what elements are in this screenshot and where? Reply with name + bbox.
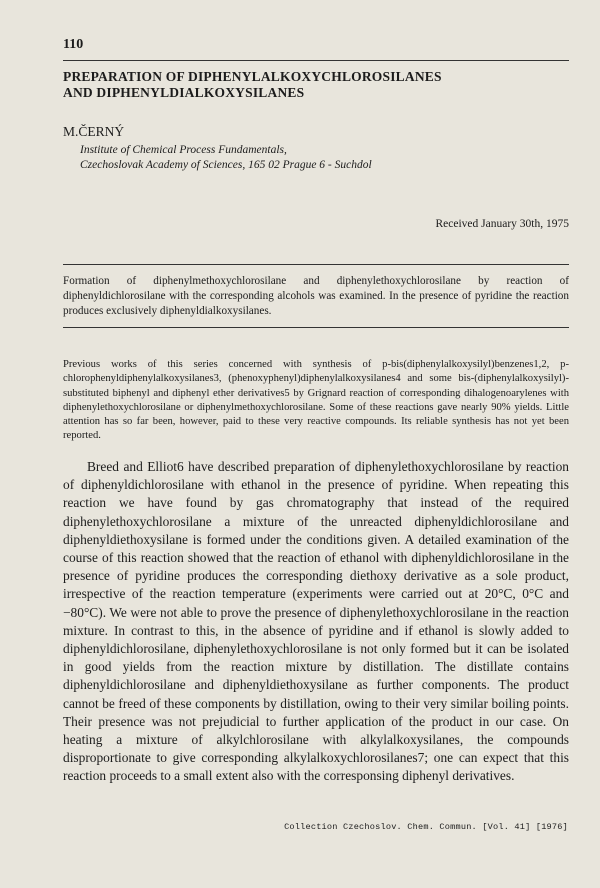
abstract: Formation of diphenylmethoxychlorosilane and diphenylethoxychlorosilane by reaction of diphenyldichlorosilane with the corresponding alcohols was examined. In the presence of pyridine the reaction produces exclusively diphenyldialkoxysilanes. [63, 275, 569, 317]
affiliation-line-1: Institute of Chemical Process Fundamentals, [80, 144, 287, 156]
journal-footer: Collection Czechoslov. Chem. Commun. [Vol. 41] [1976] [284, 822, 568, 832]
header-rule [63, 60, 569, 61]
title-line-2: AND DIPHENYLDIALKOXYSILANES [63, 85, 305, 100]
article-title [63, 69, 563, 101]
body-paragraph: Breed and Elliot6 have described preparation of diphenylethoxychlorosilane by reaction of diphenyldichlorosilane with ethanol in the presence of pyridine. When repeating this reaction we have found by gas chromatography that instead of the required diphenylethoxychlorosilane a mixture of the unreacted diphenyldichlorosilane and diphenyldiethoxysilane is formed under the conditions given. A detailed examination of the course of this reaction showed that the reaction of ethanol with diphenyldichlorosilane in the presence of pyridine produces the corresponding diethoxy derivative as a sole product, irrespective of the reaction temperature (experiments were carried out at 20°C, 0°C and −80°C). We were not able to prove the presence of diphenylethoxychlorosilane in the reaction mixture. In contrast to this, in the absence of pyridine and if ethanol is slowly added to diphenyldichlorosilane, diphenylethoxychlorosilane is not only formed but it can be isolated in good yields from the reaction mixture by distillation. The distillate contains diphenyldichlorosilane and diphenyldiethoxysilane as further components. The product cannot be freed of these components by distillation, owing to their very similar boiling points. Their presence was not prejudicial to further application of the product in our case. On heating a mixture of alkylchlorosilane with alkylalkoxysilanes, the compounds disproportionate to give corresponding alkylalkoxychlorosilanes7; one can expect that this reaction proceeds to a small extent also with the corresponsing diphenyl derivatives. [63, 459, 569, 784]
affiliation [80, 143, 372, 173]
affiliation-line-2: Czechoslovak Academy of Sciences, 165 02 Prague 6 - Suchdol [80, 159, 372, 171]
author: M.ČERNÝ [63, 124, 125, 139]
title-line-1: PREPARATION OF DIPHENYLALKOXYCHLOROSILANES [63, 69, 442, 84]
introduction-paragraph: Previous works of this series concerned with synthesis of p-bis(diphenylalkoxysilyl)benzenes1,2, p-chlorophenyldiphenylalkoxysilanes3, (phenoxyphenyl)diphenylalkoxysilanes4 and some bis-(diphenylalkoxysilyl)-substituted biphenyl and diphenyl ether derivatives5 by Grignard reaction of corresponding dihalogenoarylenes with diphenylethoxychlorosilane or diphenylmethoxychlorosilane. Some of these reactions gave nearly 90% yields. Little attention has so far been, however, paid to these very reactive compounds. Its reliable synthesis has not yet been reported. [63, 359, 569, 442]
received-date: Received January 30th, 1975 [435, 218, 569, 230]
page-number: 110 [63, 37, 84, 52]
abstract-bottom-rule [63, 327, 569, 328]
abstract-top-rule [63, 264, 569, 265]
